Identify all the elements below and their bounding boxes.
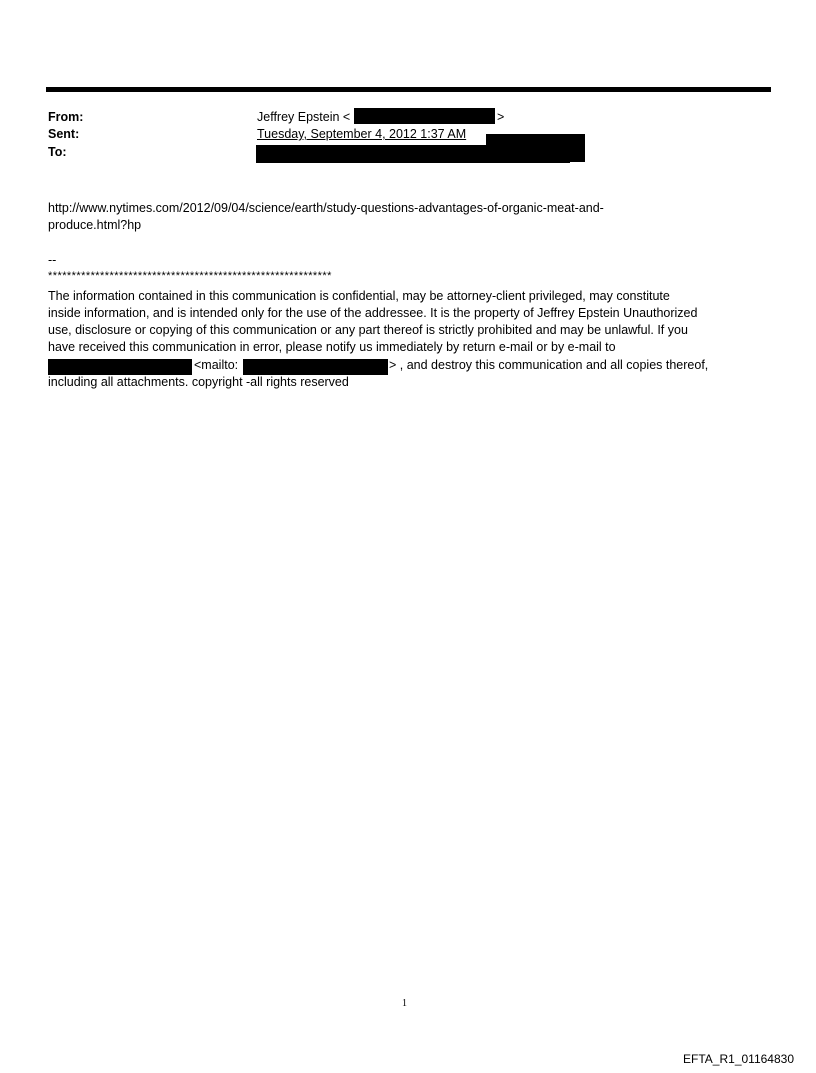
disclaimer-line-6: including all attachments. copyright -all rights reserved bbox=[48, 375, 349, 389]
from-name: Jeffrey Epstein < bbox=[257, 110, 351, 124]
from-label: From: bbox=[48, 110, 84, 124]
sent-label: Sent: bbox=[48, 127, 80, 141]
email-redaction-2 bbox=[243, 359, 388, 375]
from-close-bracket: > bbox=[497, 110, 505, 124]
disclaimer-line-1: The information contained in this communication is confidential, may be attorney-client privileged, may constitute bbox=[48, 289, 670, 303]
header-divider bbox=[46, 87, 771, 92]
disclaimer-line-5: > , and destroy this communication and all copies thereof, bbox=[389, 358, 709, 372]
asterisk-divider: ************************************************************ bbox=[48, 270, 332, 282]
signature-separator: -- bbox=[48, 253, 57, 267]
article-url-line-2: produce.html?hp bbox=[48, 218, 142, 232]
disclaimer-line-4: have received this communication in error, please notify us immediately by return e-mail or by e-mail to bbox=[48, 340, 616, 354]
to-label: To: bbox=[48, 145, 67, 159]
page-number: 1 bbox=[402, 998, 407, 1009]
disclaimer-line-2: inside information, and is intended only for the use of the addressee. It is the property of Jeffrey Epstein Unauthorized bbox=[48, 306, 698, 320]
from-email-redaction bbox=[354, 108, 495, 124]
to-redaction bbox=[256, 145, 570, 163]
mailto-text: <mailto: bbox=[194, 358, 239, 372]
bates-number: EFTA_R1_01164830 bbox=[683, 1052, 794, 1066]
sent-value: Tuesday, September 4, 2012 1:37 AM bbox=[257, 127, 467, 141]
email-redaction-1 bbox=[48, 359, 192, 375]
article-url-line-1: http://www.nytimes.com/2012/09/04/science/earth/study-questions-advantages-of-organic-meat-and- bbox=[48, 201, 604, 215]
disclaimer-line-3: use, disclosure or copying of this communication or any part thereof is strictly prohibited and may be unlawful. If you bbox=[48, 323, 688, 337]
